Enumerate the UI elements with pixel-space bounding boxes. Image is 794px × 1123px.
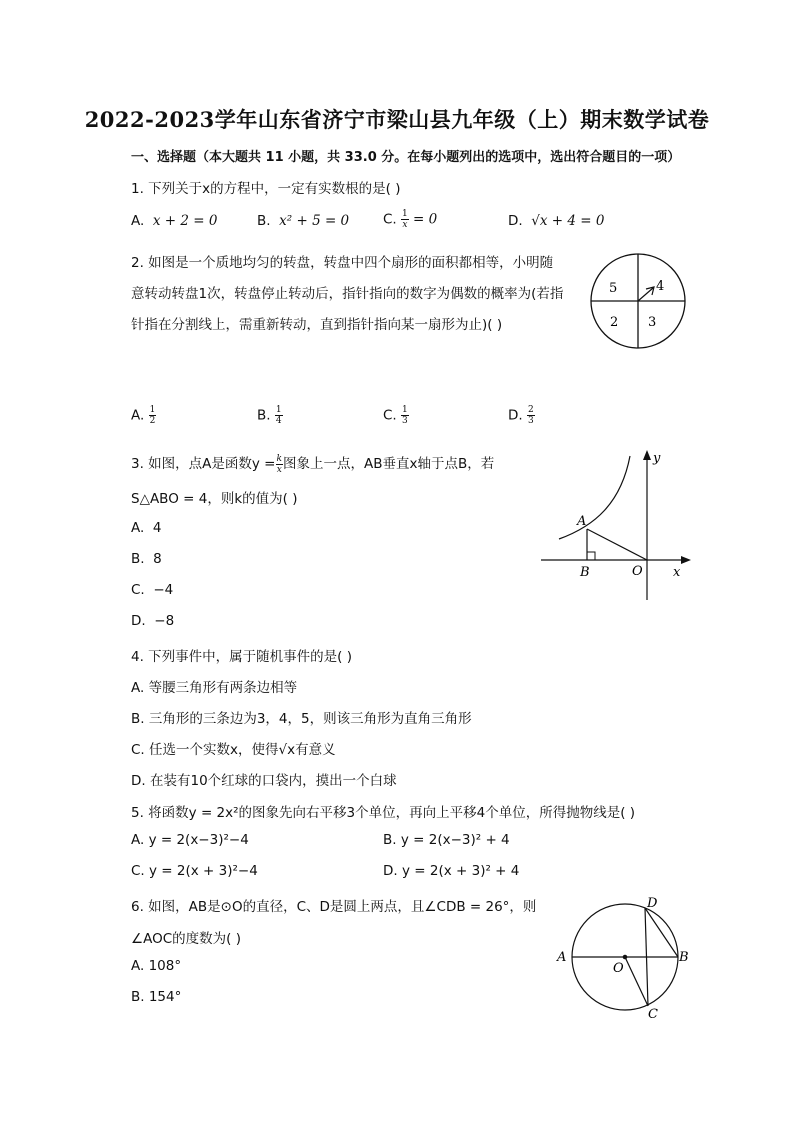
label-d: D [647,896,658,911]
label-c: C [648,1007,658,1022]
label-a: A [577,514,587,529]
q5-option-c: C. y = 2(x + 3)²−4 [131,863,258,879]
q5-option-b: B. y = 2(x−3)² + 4 [383,832,510,848]
radius-oc [625,957,648,1006]
q4-option-c: C. 任选一个实数x，使得√x有意义 [131,742,336,758]
label-o: O [632,564,643,579]
q4-option-b: B. 三角形的三条边为3，4，5，则该三角形为直角三角形 [131,711,472,727]
q1-option-a: A. x + 2 = 0 [131,213,218,229]
q6-line-2: ∠AOC的度数为( ) [131,931,241,947]
label-b: B [580,565,590,580]
spinner-label-3: 3 [648,315,657,330]
q5-option-a: A. y = 2(x−3)²−4 [131,832,249,848]
page-title: 2022-2023学年山东省济宁市梁山县九年级（上）期末数学试卷 [84,107,710,132]
q4-option-d: D. 在装有10个红球的口袋内，摸出一个白球 [131,773,397,789]
chord-db [645,908,678,957]
q3-line-1: 3. 如图，点A是函数y = $\frac{k}{x}$ 图象上一点，AB垂直x轴于点B，若 [131,453,495,475]
q2-line-1: 2. 如图是一个质地均匀的转盘，转盘中四个扇形的面积都相等，小明随 [131,255,554,271]
label-a: A [557,950,567,965]
q6-option-a: A. 108° [131,958,182,974]
q2-option-d: D. $\frac{2}{3}$ [508,405,534,426]
spinner-pointer [638,288,653,301]
q2-option-c: C. $\frac{1}{3}$ [383,405,408,426]
q2-option-b: B. $\frac{1}{4}$ [257,405,282,426]
section-heading: 一、选择题（本大题共 11 小题，共 33.0 分。在每小题列出的选项中，选出符合题目的一项） [131,150,681,165]
q4-option-a: A. 等腰三角形有两条边相等 [131,680,298,696]
q1-option-b: B. x² + 5 = 0 [257,213,350,229]
q3-option-b: B. 8 [131,551,162,567]
circle-figure [552,892,697,1022]
label-b: B [679,950,689,965]
q3-option-a: A. 4 [131,520,162,536]
q1-c-fraction: $\frac{1}{x}$ [402,209,408,230]
hyperbola-curve [559,456,630,539]
q3-option-d: D. −8 [131,613,175,629]
spinner-figure [590,252,690,354]
hyperbola-figure [535,448,695,604]
q3-line-2: S△ABO = 4，则k的值为( ) [131,491,298,507]
q2-line-3: 针指在分割线上，需重新转动，直到指针指向某一扇形为止)( ) [131,317,503,333]
label-o: O [613,961,624,976]
segment-ao [587,529,647,560]
q5-option-d: D. y = 2(x + 3)² + 4 [383,863,520,879]
q2-line-2: 意转动转盘1次，转盘停止转动后，指针指向的数字为偶数的概率为(若指 [131,286,564,302]
label-y: y [653,451,661,466]
q5-stem: 5. 将函数y = 2x²的图象先向右平移3个单位，再向上平移4个单位，所得抛物线是( ) [131,805,636,821]
q1-option-c: C. $\frac{1}{x}$ = 0 [383,209,438,230]
right-angle-mark [587,552,595,560]
label-x: x [673,565,681,580]
center-dot [623,955,628,960]
q2-option-a: A. $\frac{1}{2}$ [131,405,156,426]
spinner-label-5: 5 [609,281,618,296]
q6-option-b: B. 154° [131,989,182,1005]
q3-option-c: C. −4 [131,582,174,598]
q6-line-1: 6. 如图，AB是⊙O的直径，C、D是圆上两点，且∠CDB = 26°，则 [131,899,537,915]
x-axis-arrow [681,556,691,564]
q1-option-d: D. √x + 4 = 0 [508,213,605,229]
spinner-label-4: 4 [656,279,665,294]
spinner-label-2: 2 [610,315,619,330]
q1-stem: 1. 下列关于x的方程中，一定有实数根的是( ) [131,181,401,197]
y-axis-arrow [643,450,651,460]
q4-stem: 4. 下列事件中，属于随机事件的是( ) [131,649,352,665]
